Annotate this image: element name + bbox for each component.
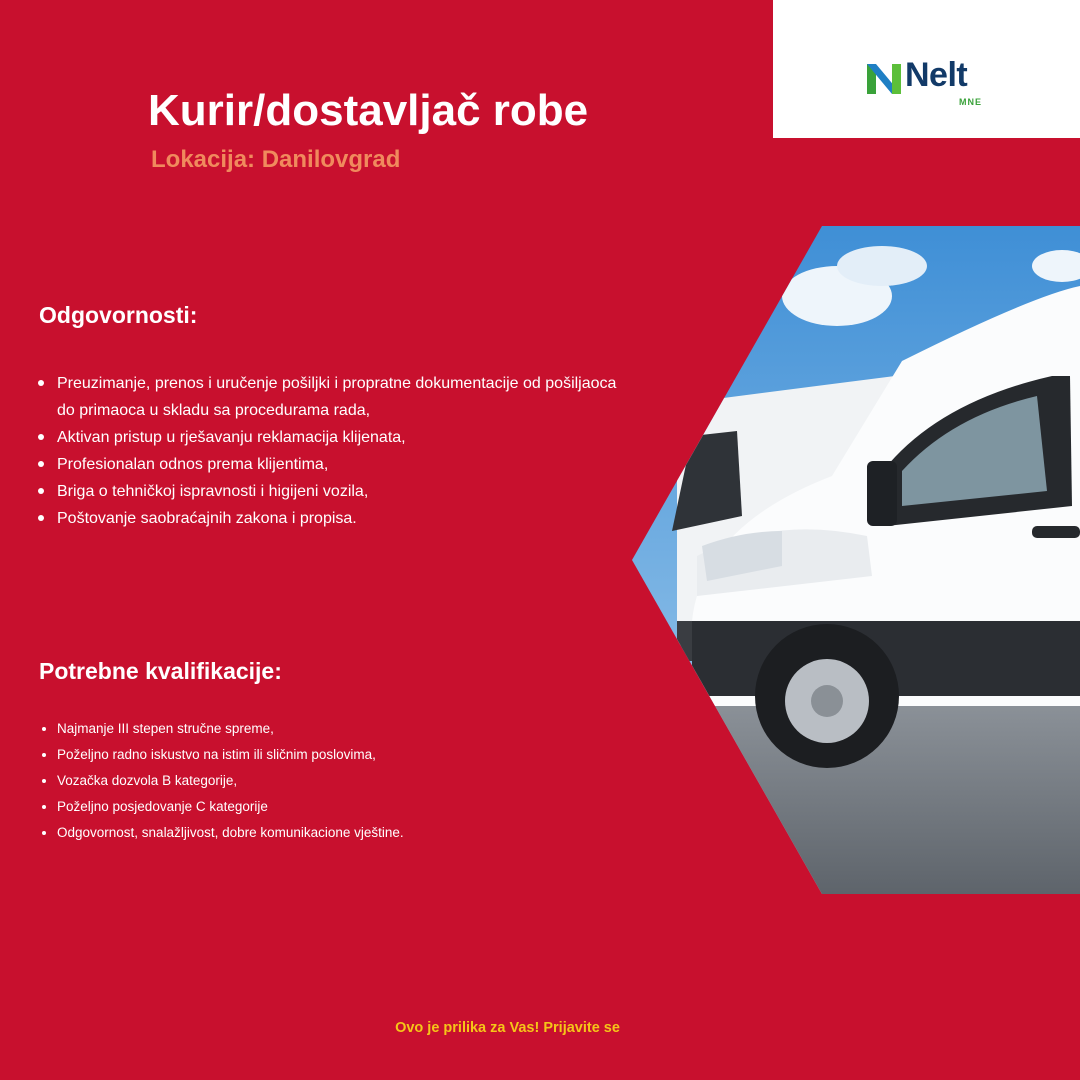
responsibilities-heading: Odgovornosti: <box>39 302 198 328</box>
list-item: Najmanje III stepen stručne spreme, <box>57 716 577 742</box>
job-title: Kurir/dostavljač robe <box>148 86 589 135</box>
footer-cta: Ovo je prilika za Vas! Prijavite se <box>395 1020 620 1036</box>
list-item: Odgovornost, snalažljivost, dobre komunikacione vještine. <box>57 820 577 846</box>
responsibilities-list <box>57 370 622 532</box>
list-item: Poštovanje saobraćajnih zakona i propisa. <box>57 505 622 532</box>
list-item: Vozačka dozvola B kategorije, <box>57 768 577 794</box>
list-item: Preuzimanje, prenos i uručenje pošiljki i propratne dokumentacije od pošiljaoca do primaoca u skladu sa procedurama rada, <box>57 370 622 424</box>
qualifications-heading: Potrebne kvalifikacije: <box>39 658 282 684</box>
list-item: Profesionalan odnos prema klijentima, <box>57 451 622 478</box>
list-item: Poželjno posjedovanje C kategorije <box>57 794 577 820</box>
list-item: Briga o tehničkoj ispravnosti i higijeni vozila, <box>57 478 622 505</box>
job-location: Lokacija: Danilovgrad <box>151 146 401 173</box>
logo-box <box>773 0 1080 138</box>
delivery-vans-photo <box>632 226 1080 894</box>
logo-sub-text: MNE <box>959 97 982 107</box>
list-item: Aktivan pristup u rješavanju reklamacija klijenata, <box>57 424 622 451</box>
logo-brand-text: Nelt <box>905 56 968 94</box>
nelt-logo-icon <box>867 64 901 94</box>
qualifications-list <box>57 716 577 846</box>
list-item: Poželjno radno iskustvo na istim ili sličnim poslovima, <box>57 742 577 768</box>
